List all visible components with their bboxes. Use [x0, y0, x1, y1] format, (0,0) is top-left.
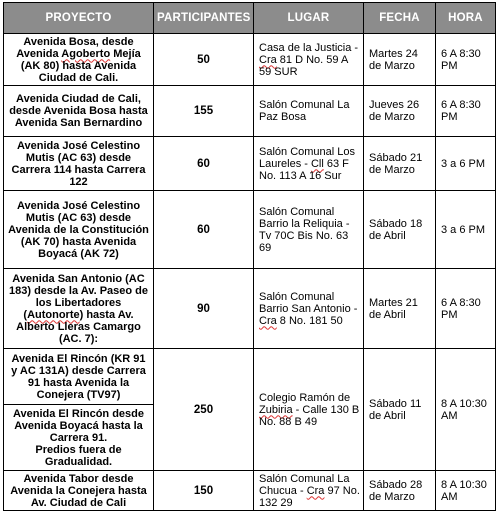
lugar-cell: Colegio Ramón de Zubiria - Calle 130 B No. 88 B 49	[254, 349, 364, 471]
participantes-cell: 150	[154, 471, 254, 511]
header-lugar: LUGAR	[254, 3, 364, 34]
lugar-cell: Casa de la Justicia - Cra 81 D No. 59 A 59 SUR	[254, 34, 364, 86]
hora-cell: 3 a 6 PM	[436, 191, 496, 269]
fecha-cell: Sábado 18 de Abril	[364, 191, 436, 269]
proyecto-cell: Avenida El Rincón desde Avenida Boyacá hasta la Carrera 91. Predios fuera de Gradualidad.	[4, 405, 154, 471]
hora-cell: 8 A 10:30 AM	[436, 471, 496, 511]
header-hora: HORA	[436, 3, 496, 34]
table-row	[4, 86, 496, 137]
table-row	[4, 191, 496, 269]
fecha-cell: Sábado 21 de Marzo	[364, 137, 436, 191]
participantes-cell: 50	[154, 34, 254, 86]
participantes-cell: 155	[154, 86, 254, 137]
proyecto-cell: Avenida El Rincón (KR 91 y AC 131A) desde Carrera 91 hasta Avenida la Conejera (TV97)	[4, 349, 154, 405]
proyecto-cell: Avenida José Celestino Mutis (AC 63) desde Avenida de la Constitución (AK 70) hasta Avenida Boyacá (AK 72)	[4, 191, 154, 269]
lugar-cell: Salón Comunal Barrio la Reliquia - Tv 70C Bis No. 63 69	[254, 191, 364, 269]
proyecto-cell: Avenida San Antonio (AC 183) desde la Av. Paseo de los Libertadores (Autonorte) hasta Av. Alberto Lleras Camargo (AC. 7):	[4, 269, 154, 349]
hora-cell: 8 A 10:30 AM	[436, 349, 496, 471]
table-row	[4, 471, 496, 511]
table-row	[4, 34, 496, 86]
proyecto-cell: Avenida Bosa, desde Avenida Agoberto Mejía (AK 80) hasta Avenida Ciudad de Cali.	[4, 34, 154, 86]
lugar-cell: Salón Comunal La Paz Bosa	[254, 86, 364, 137]
hora-cell: 6 A 8:30 PM	[436, 86, 496, 137]
meetings-table	[3, 2, 496, 511]
proyecto-cell: Avenida José Celestino Mutis (AC 63) desde Carrera 114 hasta Carrera 122	[4, 137, 154, 191]
table-row	[4, 269, 496, 349]
participantes-cell: 90	[154, 269, 254, 349]
lugar-cell: Salón Comunal Barrio San Antonio - Cra 8 No. 181 50	[254, 269, 364, 349]
header-proyecto: PROYECTO	[4, 3, 154, 34]
fecha-cell: Martes 21 de Abril	[364, 269, 436, 349]
hora-cell: 6 A 8:30 PM	[436, 34, 496, 86]
table-row	[4, 137, 496, 191]
hora-cell: 6 A 8:30 PM	[436, 269, 496, 349]
header-participantes: PARTICIPANTES	[154, 3, 254, 34]
fecha-cell: Martes 24 de Marzo	[364, 34, 436, 86]
lugar-cell: Salón Comunal Los Laureles - Cll 63 F No. 113 A 16 Sur	[254, 137, 364, 191]
participantes-cell: 60	[154, 191, 254, 269]
table-row	[4, 349, 496, 405]
fecha-cell: Sábado 11 de Abril	[364, 349, 436, 471]
lugar-cell: Salón Comunal La Chucua - Cra 97 No. 132 29	[254, 471, 364, 511]
participantes-cell: 60	[154, 137, 254, 191]
proyecto-cell: Avenida Ciudad de Cali, desde Avenida Bosa hasta Avenida San Bernardino	[4, 86, 154, 137]
proyecto-cell: Avenida Tabor desde Avenida la Conejera hasta Av. Ciudad de Cali	[4, 471, 154, 511]
fecha-cell: Jueves 26 de Marzo	[364, 86, 436, 137]
header-fecha: FECHA	[364, 3, 436, 34]
participantes-cell: 250	[154, 349, 254, 471]
hora-cell: 3 a 6 PM	[436, 137, 496, 191]
header-row	[4, 3, 496, 34]
fecha-cell: Sábado 28 de Marzo	[364, 471, 436, 511]
